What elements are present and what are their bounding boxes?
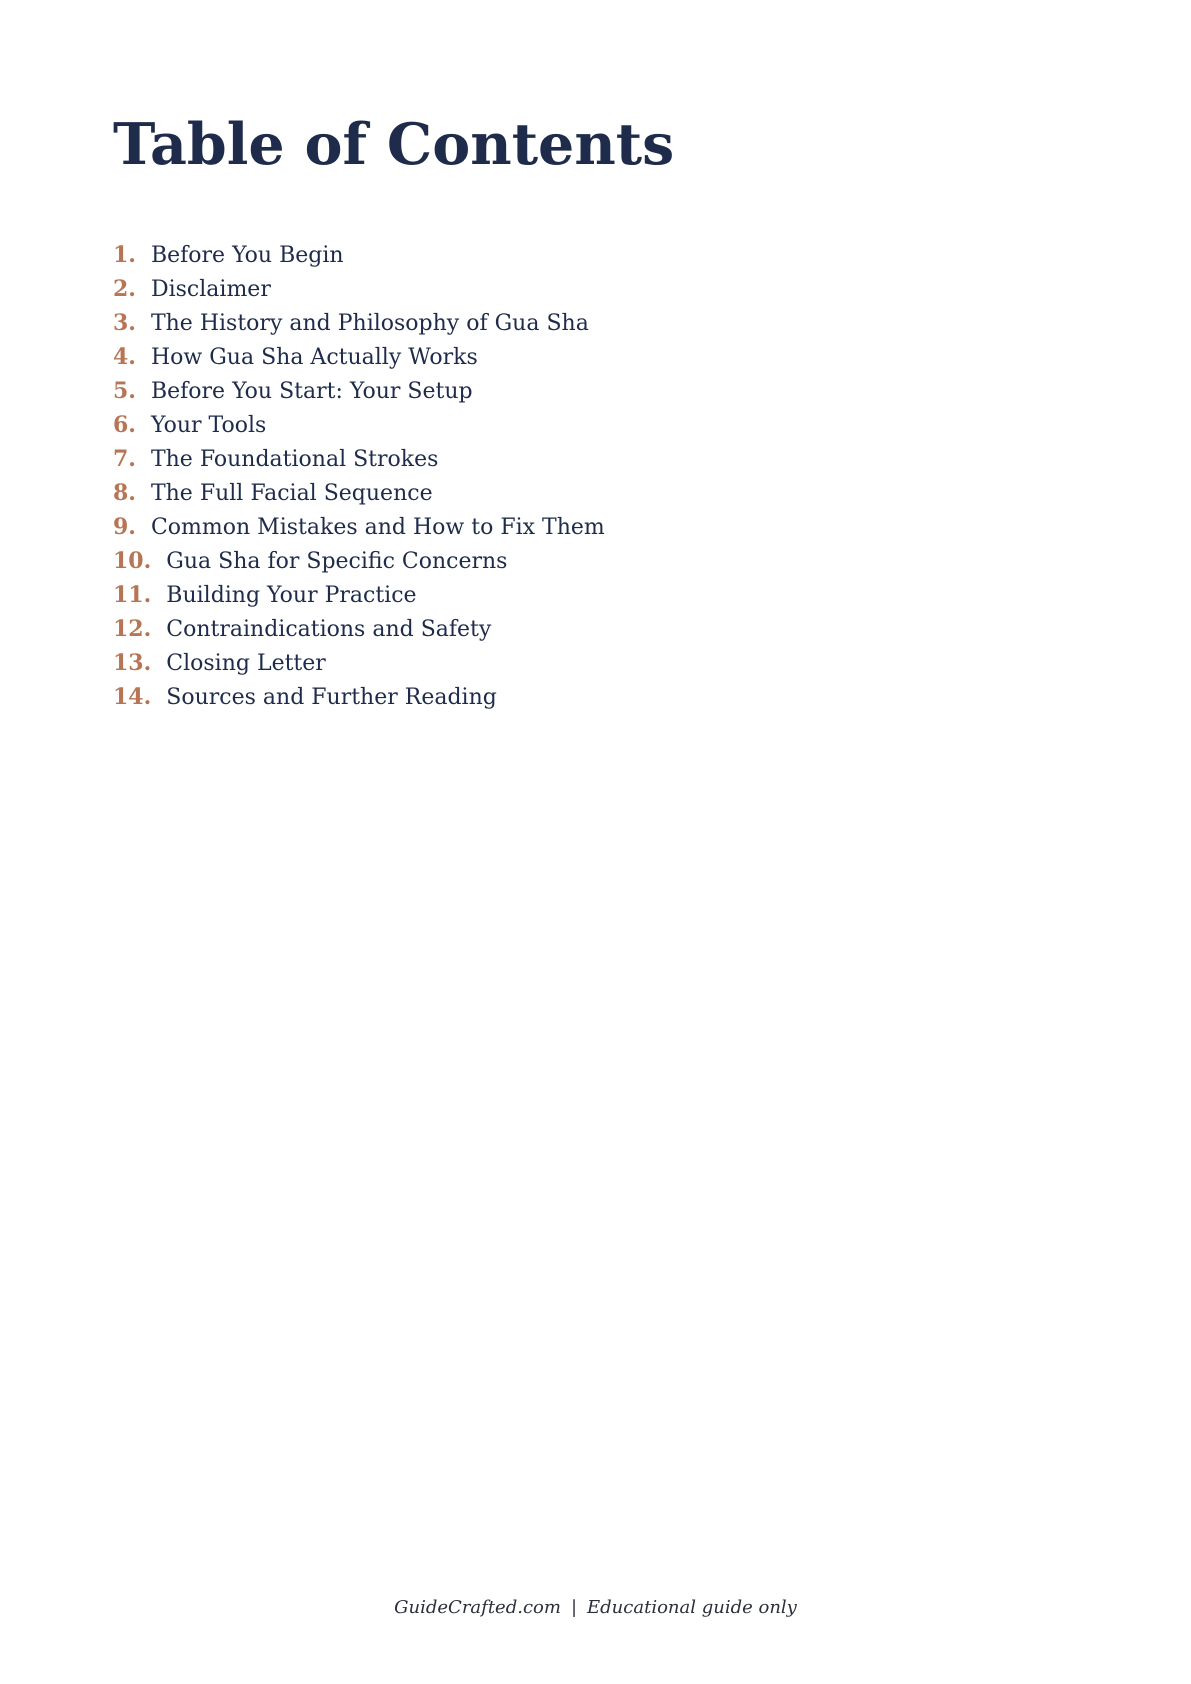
toc-number: 10. [113,548,152,574]
toc-number: 13. [113,650,152,676]
toc-number: 5. [113,378,136,404]
toc-item [113,680,605,714]
toc-item [113,374,605,408]
footer-note: Educational guide only [587,1597,797,1618]
toc-item [113,544,605,578]
toc-item [113,578,605,612]
toc-item [113,272,605,306]
footer-separator: | [570,1597,578,1618]
toc-label: Before You Begin [150,243,344,268]
toc-label: Gua Sha for Specific Concerns [166,549,508,574]
toc-item [113,238,605,272]
toc-label: How Gua Sha Actually Works [150,345,478,370]
toc-label: Contraindications and Safety [166,617,492,642]
toc-label: Sources and Further Reading [166,685,497,710]
toc-label: Disclaimer [150,277,271,302]
toc-item [113,476,605,510]
toc-item [113,442,605,476]
toc-number: 7. [113,446,136,472]
toc-label: Building Your Practice [166,583,417,608]
toc-item [113,510,605,544]
toc-label: Common Mistakes and How to Fix Them [150,515,605,540]
toc-item [113,612,605,646]
toc-number: 11. [113,582,152,608]
page-title: Table of Contents [113,111,675,178]
toc-label: The Full Facial Sequence [150,481,433,506]
toc-number: 1. [113,242,136,268]
toc-label: Closing Letter [166,651,326,676]
toc-number: 3. [113,310,136,336]
toc-label: Before You Start: Your Setup [150,379,473,404]
page-footer [0,1596,1191,1620]
toc-number: 8. [113,480,136,506]
toc-number: 2. [113,276,136,302]
toc-number: 12. [113,616,152,642]
toc-number: 14. [113,684,152,710]
footer-site: GuideCrafted.com [394,1597,561,1618]
toc-item [113,340,605,374]
toc-item [113,408,605,442]
toc-label: Your Tools [150,413,267,438]
toc-label: The History and Philosophy of Gua Sha [150,311,589,336]
toc-item [113,646,605,680]
toc-number: 9. [113,514,136,540]
toc-item [113,306,605,340]
toc-number: 4. [113,344,136,370]
toc-label: The Foundational Strokes [150,447,439,472]
toc-number: 6. [113,412,136,438]
toc-list [113,238,605,714]
